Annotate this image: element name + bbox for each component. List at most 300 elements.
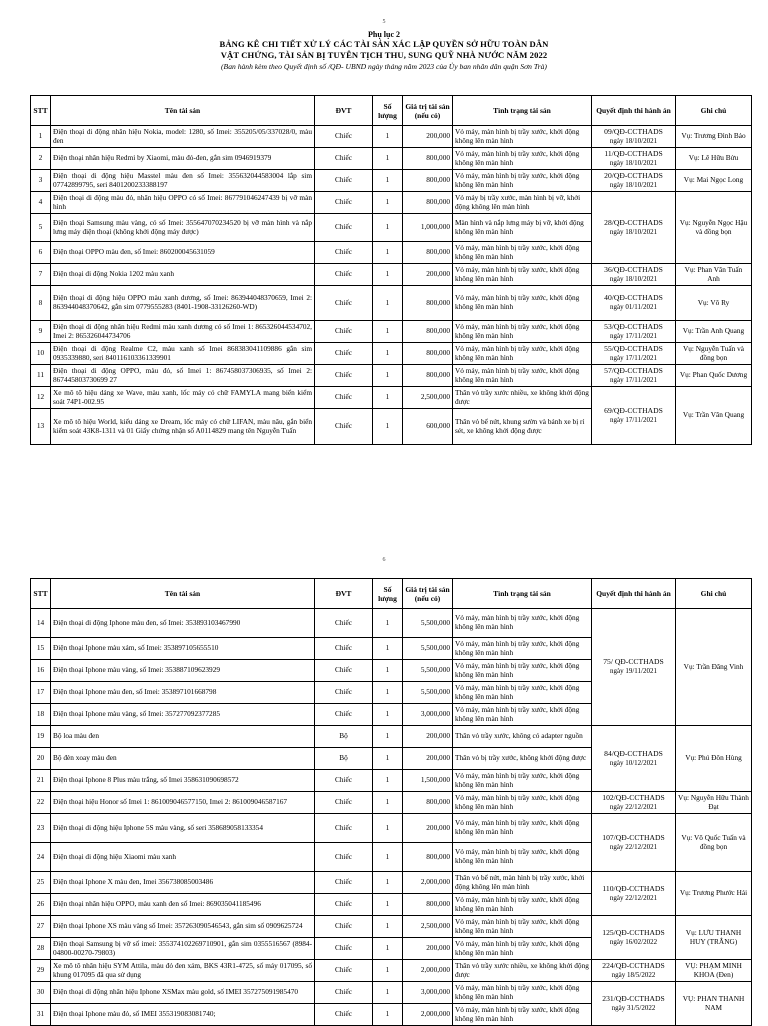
table-row (31, 321, 752, 343)
unit-cell: Chiếc (315, 843, 373, 872)
value-cell: 800,000 (403, 343, 453, 365)
table-row (31, 387, 752, 409)
note-cell: VỤ: PHẠM MINH KHOA (Đen) (676, 960, 752, 982)
qty-cell: 1 (373, 170, 403, 192)
qty-cell: 1 (373, 960, 403, 982)
stt-cell: 8 (31, 286, 51, 321)
value-cell: 2,000,000 (403, 872, 453, 894)
unit-cell: Chiếc (315, 916, 373, 938)
decision-number: 224/QĐ-CCTHADS (602, 960, 665, 970)
decision-cell (592, 321, 676, 343)
table-row (31, 264, 752, 286)
asset-name-cell: Điện thoại di động hiệu Xiaomi màu xanh (51, 843, 315, 872)
condition-cell: Vỏ máy, màn hình bị trầy xước, khởi động không lên màn hình (453, 286, 592, 321)
decision-date: ngày 18/5/2022 (611, 970, 656, 979)
asset-name-cell: Điện thoại Iphone màu đỏ, số IMEI 355319083081740; (51, 1004, 315, 1026)
qty-cell: 1 (373, 409, 403, 445)
qty-cell: 1 (373, 916, 403, 938)
unit-cell: Chiếc (315, 192, 373, 214)
document-title-line-2: VẬT CHỨNG, TÀI SẢN BỊ TUYÊN TỊCH THU, SUNG QUỸ NHÀ NƯỚC NĂM 2022 (220, 50, 548, 60)
asset-name-cell: Xe mô tô hiệu World, kiểu dáng xe Dream, lốc máy có chữ LIFAN, màu nâu, gắn biển kiểm soát 43K8-1311 và 01 Giấy chứng nhận số A0114829 mang tên Nguyễn Tuấn (51, 409, 315, 445)
decision-number: 110/QĐ-CCTHADS (602, 883, 665, 893)
unit-cell: Chiếc (315, 387, 373, 409)
asset-name-cell: Điện thoại Iphone màu vàng, số Imei: 353887109623929 (51, 660, 315, 682)
asset-name-cell: Điện thoại nhãn hiệu OPPO, màu xanh đen số Imei: 869035041185496 (51, 894, 315, 916)
page-number: 6 (382, 557, 386, 563)
note-cell: Vụ: Trương Đình Bảo (676, 126, 752, 148)
stt-cell: 15 (31, 638, 51, 660)
asset-name-cell: Xe mô tô nhãn hiệu SYM Attila, màu đỏ đen xám, BKS 43R1-4725, số máy 017095, số khung 017095 đã qua sử dụng (51, 960, 315, 982)
table-row (31, 916, 752, 938)
value-cell: 1,000,000 (403, 214, 453, 242)
decision-number: 75/ QĐ-CCTHADS (603, 657, 664, 667)
decision-number: 09/QĐ-CCTHADS (604, 126, 663, 136)
table-header-row (31, 579, 752, 609)
document-subtitle: (Ban hành kèm theo Quyết định số /QĐ- UBND ngày tháng năm 2023 của Ủy ban nhân dân quận Sơn Trà) (221, 62, 547, 71)
stt-cell: 24 (31, 843, 51, 872)
asset-name-cell: Điện thoại di động nhãn hiệu Redmi màu xanh dương có số Imei 1: 865326044534702, Imei 2: 865326044734706 (51, 321, 315, 343)
decision-cell (592, 387, 676, 445)
asset-name-cell: Xe mô tô hiệu dáng xe Wave, màu xanh, lốc máy có chữ FAMYLA mang biển kiểm soát 74P1-002.95 (51, 387, 315, 409)
stt-cell: 29 (31, 960, 51, 982)
condition-cell: Vỏ máy, màn hình bị trầy xước, khởi động không lên màn hình (453, 321, 592, 343)
unit-cell: Bộ (315, 748, 373, 770)
table-header-row (31, 96, 752, 126)
stt-cell: 2 (31, 148, 51, 170)
qty-cell: 1 (373, 214, 403, 242)
decision-number: 40/QĐ-CCTHADS (604, 293, 663, 303)
value-cell: 800,000 (403, 792, 453, 814)
decision-number: 231/QĐ-CCTHADS (602, 993, 665, 1003)
stt-cell: 7 (31, 264, 51, 286)
unit-cell: Chiếc (315, 704, 373, 726)
note-cell: Vụ: Võ Ry (676, 286, 752, 321)
stt-cell: 6 (31, 242, 51, 264)
value-cell: 200,000 (403, 814, 453, 843)
qty-cell: 1 (373, 843, 403, 872)
condition-cell: Vỏ máy, màn hình bị trầy xước, khởi động không lên màn hình (453, 170, 592, 192)
asset-name-cell: Điện thoại Iphone màu đen, số Imei: 353897101668798 (51, 682, 315, 704)
col-header-value: Giá trị tài sản (nếu có) (403, 96, 453, 126)
condition-cell: Vỏ máy, màn hình bị trầy xước, khởi động không lên màn hình (453, 343, 592, 365)
col-header-stt: STT (31, 96, 51, 126)
decision-date: ngày 17/11/2021 (610, 375, 657, 384)
condition-cell: Thân vỏ trầy xước, không có adapter nguồn (453, 726, 592, 748)
value-cell: 800,000 (403, 286, 453, 321)
value-cell: 200,000 (403, 126, 453, 148)
asset-name-cell: Điện thoại di động Iphone màu đen, số Imei: 353893103467990 (51, 609, 315, 638)
stt-cell: 3 (31, 170, 51, 192)
unit-cell: Bộ (315, 726, 373, 748)
decision-date: ngày 19/11/2021 (610, 667, 657, 675)
decision-number: 28/QĐ-CCTHADS (604, 217, 663, 227)
unit-cell: Chiếc (315, 148, 373, 170)
qty-cell: 1 (373, 938, 403, 960)
condition-cell: Vỏ máy, màn hình bị trầy xước, khởi động không lên màn hình (453, 704, 592, 726)
asset-name-cell: Điện thoại di động Nokia 1202 màu xanh (51, 264, 315, 286)
decision-date: ngày 18/10/2021 (609, 180, 658, 189)
note-cell: Vụ: Trương Phước Hải (676, 872, 752, 916)
stt-cell: 11 (31, 365, 51, 387)
document-page-2 (0, 557, 768, 1024)
decision-date: ngày 22/12/2021 (609, 842, 658, 851)
value-cell: 200,000 (403, 748, 453, 770)
col-header-note: Ghi chú (676, 96, 752, 126)
condition-cell: Vỏ máy, màn hình bị trầy xước, khởi động không lên màn hình (453, 770, 592, 792)
asset-name-cell: Điện thoại Iphone XS màu vàng số Imei: 357263090546543, gắn sim số 0909625724 (51, 916, 315, 938)
table-row (31, 343, 752, 365)
unit-cell: Chiếc (315, 609, 373, 638)
decision-date: ngày 18/10/2021 (609, 227, 658, 236)
decision-cell (592, 365, 676, 387)
stt-cell: 18 (31, 704, 51, 726)
decision-number: 69/QĐ-CCTHADS (604, 405, 663, 415)
value-cell: 800,000 (403, 192, 453, 214)
asset-name-cell: Điện thoại Samsung màu vàng, có số Imei: 355647070234520 bị vỡ màn hình và nắp lưng máy điện thoại (không khởi động máy được) (51, 214, 315, 242)
stt-cell: 25 (31, 872, 51, 894)
col-header-qty: Số lượng (373, 579, 403, 609)
stt-cell: 9 (31, 321, 51, 343)
value-cell: 2,500,000 (403, 387, 453, 409)
table-row (31, 609, 752, 638)
asset-name-cell: Điện thoại Iphone màu xám, số Imei: 353897105655510 (51, 638, 315, 660)
unit-cell: Chiếc (315, 365, 373, 387)
decision-number: 55/QĐ-CCTHADS (604, 343, 663, 353)
unit-cell: Chiếc (315, 938, 373, 960)
decision-number: 107/QĐ-CCTHADS (602, 832, 665, 842)
qty-cell: 1 (373, 343, 403, 365)
qty-cell: 1 (373, 242, 403, 264)
asset-name-cell: Điện thoại di động hiệu Masstel màu đen số Imei: 355632044583004 lắp sim 07742899795, seri 8401200233388197 (51, 170, 315, 192)
decision-number: 11/QĐ-CCTHADS (604, 148, 663, 158)
value-cell: 800,000 (403, 170, 453, 192)
asset-name-cell: Điện thoại Samsung bị vỡ số imei: 355374102269710901, gắn sim 0355516567 (8984-04800-00270-79803) (51, 938, 315, 960)
note-cell: Vụ: Phan Văn Tuấn Anh (676, 264, 752, 286)
decision-cell (592, 982, 676, 1026)
decision-number: 53/QĐ-CCTHADS (604, 321, 663, 331)
stt-cell: 21 (31, 770, 51, 792)
unit-cell: Chiếc (315, 343, 373, 365)
table-row (31, 170, 752, 192)
condition-cell: Màn hình và nắp lưng máy bị vỡ, khởi động không lên màn hình (453, 214, 592, 242)
unit-cell: Chiếc (315, 409, 373, 445)
condition-cell: Vỏ máy, màn hình bị trầy xước, khởi động không lên màn hình (453, 916, 592, 938)
unit-cell: Chiếc (315, 638, 373, 660)
value-cell: 200,000 (403, 726, 453, 748)
asset-name-cell: Bộ loa màu đen (51, 726, 315, 748)
condition-cell: Thân vỏ bị trầy xước, không khởi động được (453, 748, 592, 770)
col-header-unit: ĐVT (315, 96, 373, 126)
note-cell: Vụ: Trần Anh Quang (676, 321, 752, 343)
decision-date: ngày 16/02/2022 (609, 937, 658, 946)
decision-date: ngày 17/11/2021 (610, 415, 657, 424)
value-cell: 5,500,000 (403, 660, 453, 682)
note-cell: Vụ: Nguyễn Hữu Thành Đạt (676, 792, 752, 814)
stt-cell: 13 (31, 409, 51, 445)
decision-cell (592, 872, 676, 916)
note-cell: Vụ: Mai Ngọc Long (676, 170, 752, 192)
decision-cell (592, 343, 676, 365)
col-header-decision: Quyết định thi hành án (592, 96, 676, 126)
value-cell: 2,000,000 (403, 960, 453, 982)
condition-cell: Vỏ máy, màn hình bị trầy xước, khởi động không lên màn hình (453, 609, 592, 638)
unit-cell: Chiếc (315, 814, 373, 843)
document-title-line-1: BẢNG KÊ CHI TIẾT XỬ LÝ CÁC TÀI SẢN XÁC LẬP QUYỀN SỞ HỮU TOÀN DÂN (219, 39, 549, 49)
value-cell: 5,500,000 (403, 609, 453, 638)
value-cell: 800,000 (403, 148, 453, 170)
stt-cell: 22 (31, 792, 51, 814)
stt-cell: 30 (31, 982, 51, 1004)
decision-cell (592, 814, 676, 872)
decision-number: 84/QĐ-CCTHADS (604, 748, 663, 758)
condition-cell: Vỏ máy, màn hình bị trầy xước, khởi động không lên màn hình (453, 148, 592, 170)
stt-cell: 20 (31, 748, 51, 770)
decision-date: ngày 17/11/2021 (610, 331, 657, 340)
value-cell: 2,500,000 (403, 916, 453, 938)
condition-cell: Thân vỏ trầy xước nhiều, xe không khởi động được (453, 960, 592, 982)
decision-cell (592, 170, 676, 192)
decision-date: ngày 18/10/2021 (609, 136, 658, 145)
note-cell: Vụ: Nguyễn Ngọc Hậu và đồng bọn (676, 192, 752, 264)
condition-cell: Vỏ máy, màn hình bị trầy xước, khởi động không lên màn hình (453, 843, 592, 872)
appendix-label: Phụ lục 2 (367, 30, 400, 39)
value-cell: 800,000 (403, 365, 453, 387)
unit-cell: Chiếc (315, 286, 373, 321)
stt-cell: 17 (31, 682, 51, 704)
asset-name-cell: Điện thoại di động nhãn hiệu Nokia, model: 1280, số Imei: 355205/05/337028/0, màu đen (51, 126, 315, 148)
page-number: 5 (382, 19, 386, 25)
asset-name-cell: Điện thoại di động hiệu OPPO màu xanh dương, số Imei: 863944048370659, Imei 2: 863944048370642, gắn sim 0779555283 (8401-1908-33126260-WD) (51, 286, 315, 321)
qty-cell: 1 (373, 704, 403, 726)
qty-cell: 1 (373, 894, 403, 916)
asset-table-page-2 (30, 578, 752, 1026)
asset-name-cell: Điện thoại di động hiệu Iphone 5S màu vàng, số seri 358689058133354 (51, 814, 315, 843)
qty-cell: 1 (373, 872, 403, 894)
qty-cell: 1 (373, 286, 403, 321)
condition-cell: Thân vỏ bể nứt, màn hình bị trầy xước, khởi động không lên màn hình (453, 872, 592, 894)
decision-date: ngày 18/10/2021 (609, 274, 658, 283)
stt-cell: 1 (31, 126, 51, 148)
decision-date: ngày 01/11/2021 (610, 303, 657, 311)
value-cell: 800,000 (403, 321, 453, 343)
note-cell: Vụ: Trần Đăng Vinh (676, 609, 752, 726)
col-header-condition: Tình trạng tài sản (453, 96, 592, 126)
value-cell: 1,500,000 (403, 770, 453, 792)
qty-cell: 1 (373, 748, 403, 770)
asset-name-cell: Điện thoại hiệu Honor số Imei 1: 861009046577150, Imei 2: 861009046587167 (51, 792, 315, 814)
stt-cell: 4 (31, 192, 51, 214)
qty-cell: 1 (373, 660, 403, 682)
asset-name-cell: Điện thoại Iphone X màu đen, Imei 356738085003486 (51, 872, 315, 894)
decision-cell (592, 126, 676, 148)
qty-cell: 1 (373, 609, 403, 638)
condition-cell: Vỏ máy, màn hình bị trầy xước, khởi động không lên màn hình (453, 1004, 592, 1026)
note-cell: Vụ: Phú Đôn Hùng (676, 726, 752, 792)
col-header-stt: STT (31, 579, 51, 609)
decision-date: ngày 22/12/2021 (609, 802, 658, 811)
condition-cell: Thân vỏ trầy xước nhiều, xe không khởi động được (453, 387, 592, 409)
qty-cell: 1 (373, 387, 403, 409)
unit-cell: Chiếc (315, 872, 373, 894)
table-row (31, 126, 752, 148)
stt-cell: 16 (31, 660, 51, 682)
decision-date: ngày 31/5/2022 (611, 1003, 656, 1012)
condition-cell: Vỏ máy, màn hình bị trầy xước, khởi động không lên màn hình (453, 660, 592, 682)
unit-cell: Chiếc (315, 170, 373, 192)
col-header-name: Tên tài sản (51, 579, 315, 609)
decision-date: ngày 10/12/2021 (609, 758, 658, 767)
asset-name-cell: Điện thoại nhãn hiệu Redmi by Xiaomi, màu đỏ-đen, gắn sim 0946919379 (51, 148, 315, 170)
qty-cell: 1 (373, 814, 403, 843)
table-row (31, 982, 752, 1004)
decision-date: ngày 18/10/2021 (609, 158, 658, 167)
unit-cell: Chiếc (315, 770, 373, 792)
qty-cell: 1 (373, 638, 403, 660)
col-header-decision: Quyết định thi hành án (592, 579, 676, 609)
asset-name-cell: Điện thoại di động màu đỏ, nhãn hiệu OPPO có số Imei: 867791046247439 bị vỡ màn hình (51, 192, 315, 214)
asset-name-cell: Điện thoại Iphone 8 Plus màu trắng, số Imei 358631090698572 (51, 770, 315, 792)
table-row (31, 814, 752, 843)
unit-cell: Chiếc (315, 792, 373, 814)
decision-date: ngày 22/12/2021 (609, 893, 658, 902)
asset-name-cell: Bộ đèn xoay màu đen (51, 748, 315, 770)
col-header-condition: Tình trạng tài sản (453, 579, 592, 609)
note-cell: Vụ: Phan Quốc Dương (676, 365, 752, 387)
col-header-value: Giá trị tài sản (nếu có) (403, 579, 453, 609)
decision-number: 125/QĐ-CCTHADS (602, 927, 665, 937)
unit-cell: Chiếc (315, 1004, 373, 1026)
value-cell: 5,500,000 (403, 638, 453, 660)
qty-cell: 1 (373, 148, 403, 170)
qty-cell: 1 (373, 1004, 403, 1026)
note-cell: Vụ: Trần Văn Quang (676, 387, 752, 445)
stt-cell: 31 (31, 1004, 51, 1026)
asset-name-cell: Điện thoại OPPO màu đen, số Imei: 860200045631059 (51, 242, 315, 264)
asset-name-cell: Điện thoại di động Realme C2, màu xanh số Imei 868383041109886 gắn sim 0935339880, seri 840116103361339901 (51, 343, 315, 365)
table-row (31, 192, 752, 214)
condition-cell: Vỏ máy, màn hình bị trầy xước, khởi động không lên màn hình (453, 682, 592, 704)
stt-cell: 5 (31, 214, 51, 242)
unit-cell: Chiếc (315, 126, 373, 148)
table-row (31, 726, 752, 748)
value-cell: 200,000 (403, 264, 453, 286)
condition-cell: Vỏ máy, màn hình bị trầy xước, khởi động không lên màn hình (453, 365, 592, 387)
unit-cell: Chiếc (315, 242, 373, 264)
decision-cell (592, 264, 676, 286)
condition-cell: Vỏ máy, màn hình bị trầy xước, khởi động không lên màn hình (453, 792, 592, 814)
qty-cell: 1 (373, 192, 403, 214)
qty-cell: 1 (373, 321, 403, 343)
qty-cell: 1 (373, 365, 403, 387)
table-row (31, 792, 752, 814)
asset-name-cell: Điện thoại Iphone màu vàng, số Imei: 357277092377285 (51, 704, 315, 726)
unit-cell: Chiếc (315, 682, 373, 704)
condition-cell: Vỏ máy, màn hình bị trầy xước, khởi động không lên màn hình (453, 126, 592, 148)
value-cell: 2,000,000 (403, 1004, 453, 1026)
document-header (0, 30, 768, 72)
value-cell: 800,000 (403, 894, 453, 916)
document-page-1 (0, 0, 768, 492)
decision-number: 20/QĐ-CCTHADS (604, 170, 663, 180)
value-cell: 600,000 (403, 409, 453, 445)
decision-number: 102/QĐ-CCTHADS (602, 792, 665, 802)
unit-cell: Chiếc (315, 264, 373, 286)
stt-cell: 10 (31, 343, 51, 365)
value-cell: 3,000,000 (403, 704, 453, 726)
condition-cell: Vỏ máy, màn hình bị trầy xước, khởi động không lên màn hình (453, 982, 592, 1004)
col-header-qty: Số lượng (373, 96, 403, 126)
decision-cell (592, 192, 676, 264)
asset-name-cell: Điện thoại di động nhãn hiệu Iphone XSMax màu gold, số IMEI 357275091985470 (51, 982, 315, 1004)
unit-cell: Chiếc (315, 960, 373, 982)
decision-number: 36/QĐ-CCTHADS (604, 264, 663, 274)
qty-cell: 1 (373, 982, 403, 1004)
stt-cell: 12 (31, 387, 51, 409)
condition-cell: Vỏ máy, màn hình bị trầy xước, khởi động không lên màn hình (453, 242, 592, 264)
decision-cell (592, 960, 676, 982)
decision-cell (592, 792, 676, 814)
condition-cell: Vỏ máy, màn hình bị trầy xước, khởi động không lên màn hình (453, 264, 592, 286)
decision-number: 57/QĐ-CCTHADS (604, 365, 663, 375)
qty-cell: 1 (373, 682, 403, 704)
note-cell: VỤ: PHAN THANH NAM (676, 982, 752, 1026)
stt-cell: 27 (31, 916, 51, 938)
value-cell: 3,000,000 (403, 982, 453, 1004)
col-header-name: Tên tài sản (51, 96, 315, 126)
note-cell: Vụ: Nguyễn Tuấn và đồng bọn (676, 343, 752, 365)
table-row (31, 872, 752, 894)
value-cell: 800,000 (403, 242, 453, 264)
condition-cell: Vỏ máy, màn hình bị trầy xước, khởi động không lên màn hình (453, 638, 592, 660)
col-header-note: Ghi chú (676, 579, 752, 609)
table-row (31, 286, 752, 321)
note-cell: Vụ: Lê Hữu Bửu (676, 148, 752, 170)
asset-name-cell: Điện thoại di động OPPO, màu đỏ, số Imei 1: 867458037306935, số Imei 2: 867445803730699 27 (51, 365, 315, 387)
unit-cell: Chiếc (315, 660, 373, 682)
stt-cell: 23 (31, 814, 51, 843)
qty-cell: 1 (373, 792, 403, 814)
table-row (31, 148, 752, 170)
stt-cell: 28 (31, 938, 51, 960)
value-cell: 200,000 (403, 938, 453, 960)
value-cell: 5,500,000 (403, 682, 453, 704)
decision-cell (592, 916, 676, 960)
qty-cell: 1 (373, 264, 403, 286)
condition-cell: Vỏ máy bị trầy xước, màn hình bị vỡ, khởi động không lên màn hình (453, 192, 592, 214)
condition-cell: Vỏ máy, màn hình bị trầy xước, khởi động không lên màn hình (453, 814, 592, 843)
condition-cell: Vỏ máy, màn hình bị trầy xước, khởi động không lên màn hình (453, 938, 592, 960)
note-cell: Vụ: Võ Quốc Tuấn và đồng bọn (676, 814, 752, 872)
stt-cell: 26 (31, 894, 51, 916)
table-row (31, 365, 752, 387)
table-row (31, 960, 752, 982)
value-cell: 800,000 (403, 843, 453, 872)
qty-cell: 1 (373, 770, 403, 792)
stt-cell: 19 (31, 726, 51, 748)
decision-date: ngày 17/11/2021 (610, 353, 657, 362)
asset-table-page-1 (30, 95, 752, 445)
decision-cell (592, 148, 676, 170)
unit-cell: Chiếc (315, 982, 373, 1004)
unit-cell: Chiếc (315, 214, 373, 242)
qty-cell: 1 (373, 726, 403, 748)
condition-cell: Vỏ máy, màn hình bị trầy xước, khởi động không lên màn hình (453, 894, 592, 916)
note-cell: Vụ: LƯU THANH HUY (TRẮNG) (676, 916, 752, 960)
decision-cell (592, 609, 676, 726)
condition-cell: Thân vỏ bể nứt, khung sườn và bánh xe bị rỉ sét, xe không khởi động được (453, 409, 592, 445)
stt-cell: 14 (31, 609, 51, 638)
decision-cell (592, 726, 676, 792)
